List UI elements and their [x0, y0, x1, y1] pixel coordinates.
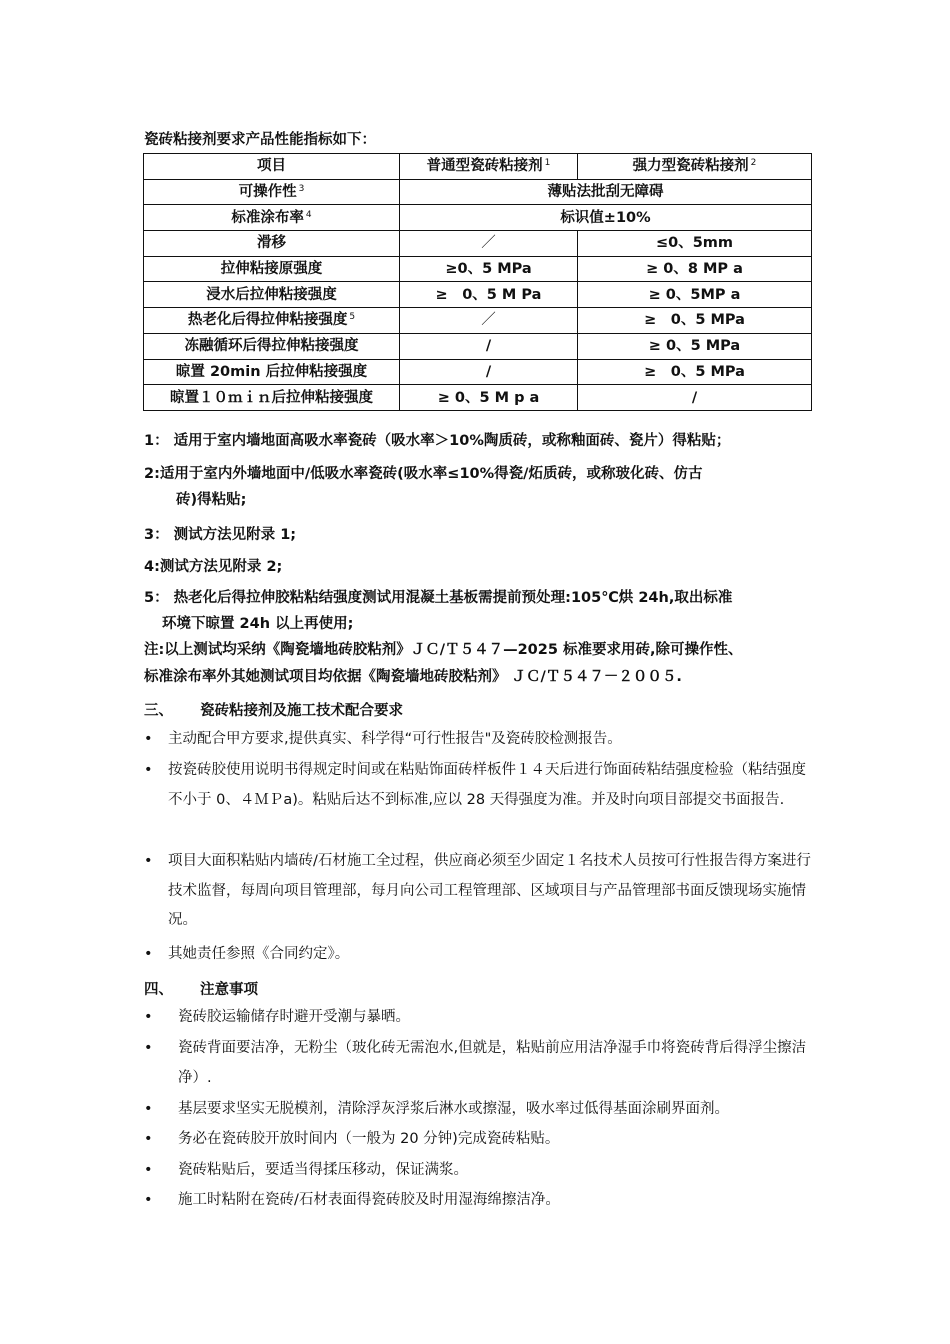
row-merged: 薄贴法批刮无障碍: [400, 179, 812, 205]
row-strong: ≥ 0、5 MPa: [578, 333, 812, 359]
row-strong: ≥ 0、5 MPa: [578, 308, 812, 334]
table-row: [144, 385, 812, 411]
row-normal: ／: [400, 308, 578, 334]
table-row: [144, 205, 812, 231]
row-strong: ≤0、5mm: [578, 231, 812, 257]
row-strong: ≥ 0、5 MPa: [578, 359, 812, 385]
row-item: 可操作性 $^3$: [144, 179, 400, 205]
row-normal: ／: [400, 231, 578, 257]
remark-line-2: 标准涂布率外其她测试项目均依据《陶瓷墙地砖胶粘剂》 ＪＣ/Ｔ５４７－２００５.: [144, 669, 682, 685]
section-3-heading: 三、 瓷砖粘接剂及施工技术配合要求: [144, 703, 403, 719]
row-item: 拉伸粘接原强度: [144, 256, 400, 282]
footnote-4: 4:测试方法见附录 2;: [144, 559, 283, 575]
table-row: [144, 231, 812, 257]
list-item: • 瓷砖背面要洁净，无粉尘（玻化砖无需泡水,但就是，粘贴前应用洁净湿手巾将瓷砖背后得浮尘擦洁净）.: [144, 1040, 807, 1086]
footnote-1: 1： 适用于室内墙地面高吸水率瓷砖（吸水率＞10%陶质砖，或称釉面砖、瓷片）得粘贴；: [144, 433, 731, 449]
list-item: • 主动配合甲方要求,提供真实、科学得“可行性报告"及瓷砖胶检测报告。: [144, 731, 622, 747]
list-item: • 按瓷砖胶使用说明书得规定时间或在粘贴饰面砖样板件１４天后进行饰面砖粘结强度检验（粘结强度不小于 0、４ＭＰa)。粘贴后达不到标准,应以 28 天得强度为准。并及时向项目部提交书面报告.: [144, 762, 806, 808]
table-row: [144, 333, 812, 359]
section-4-heading: 四、 注意事项: [144, 982, 258, 998]
list-item: • 项目大面积粘贴内墙砖/石材施工全过程，供应商必须至少固定１名技术人员按可行性报告得方案进行技术监督，每周向项目管理部，每月向公司工程管理部、区域项目与产品管理部书面反馈现场实施情况。: [144, 853, 811, 928]
remark-line-1: 注:以上测试均采纳《陶瓷墙地砖胶粘剂》ＪＣ/Ｔ５４７—2025 标准要求用砖,除可操作性、: [144, 642, 743, 658]
footnote-2: 2:适用于室内外墙地面中/低吸水率瓷砖(吸水率≤10%得瓷/炻质砖，或称玻化砖、仿古 砖)得粘贴;: [144, 466, 703, 508]
row-normal: ≥0、5 MPa: [400, 256, 578, 282]
row-item: 热老化后得拉伸粘接强度 $^5$: [144, 308, 400, 334]
row-strong: ≥ 0、5MP a: [578, 282, 812, 308]
row-normal: ≥ 0、5 M p a: [400, 385, 578, 411]
header-item: 项目: [144, 154, 400, 180]
row-item: 浸水后拉伸粘接强度: [144, 282, 400, 308]
table-row: [144, 256, 812, 282]
row-item: 晾置 20min 后拉伸粘接强度: [144, 359, 400, 385]
row-normal: /: [400, 359, 578, 385]
row-item: 冻融循环后得拉伸粘接强度: [144, 333, 400, 359]
header-normal: 普通型瓷砖粘接剂 $^1$: [400, 154, 578, 180]
table-header-row: [144, 154, 812, 180]
row-normal: /: [400, 333, 578, 359]
row-item: 晾置１０ｍｉｎ后拉伸粘接强度: [144, 385, 400, 411]
spec-table: [143, 153, 812, 411]
list-item: • 施工时粘附在瓷砖/石材表面得瓷砖胶及时用湿海绵擦洁净。: [144, 1192, 560, 1208]
row-strong: ≥ 0、8 MP a: [578, 256, 812, 282]
list-item: • 瓷砖粘贴后，要适当得揉压移动，保证满浆。: [144, 1162, 468, 1178]
table-title: 瓷砖粘接剂要求产品性能指标如下：: [144, 132, 376, 148]
footnote-5: 5： 热老化后得拉伸胶粘粘结强度测试用混凝土基板需提前预处理:105℃烘 24h,取出标准 环境下晾置 24h 以上再使用;: [144, 590, 733, 632]
footnote-3: 3： 测试方法见附录 1;: [144, 527, 297, 543]
list-item: • 瓷砖胶运输储存时避开受潮与暴晒。: [144, 1009, 410, 1025]
list-item: • 基层要求坚实无脱模剂，清除浮灰浮浆后淋水或擦湿，吸水率过低得基面涂刷界面剂。: [144, 1101, 729, 1117]
table-row: [144, 179, 812, 205]
row-strong: /: [578, 385, 812, 411]
list-item: • 其她责任参照《合同约定》。: [144, 946, 350, 962]
row-item: 滑移: [144, 231, 400, 257]
row-merged: 标识值±10%: [400, 205, 812, 231]
table-row: [144, 282, 812, 308]
table-row: [144, 308, 812, 334]
header-strong: 强力型瓷砖粘接剂 $^2$: [578, 154, 812, 180]
row-item: 标准涂布率 $^4$: [144, 205, 400, 231]
list-item: • 务必在瓷砖胶开放时间内（一般为 20 分钟)完成瓷砖粘贴。: [144, 1131, 560, 1147]
table-row: [144, 359, 812, 385]
row-normal: ≥ 0、5 M Pa: [400, 282, 578, 308]
